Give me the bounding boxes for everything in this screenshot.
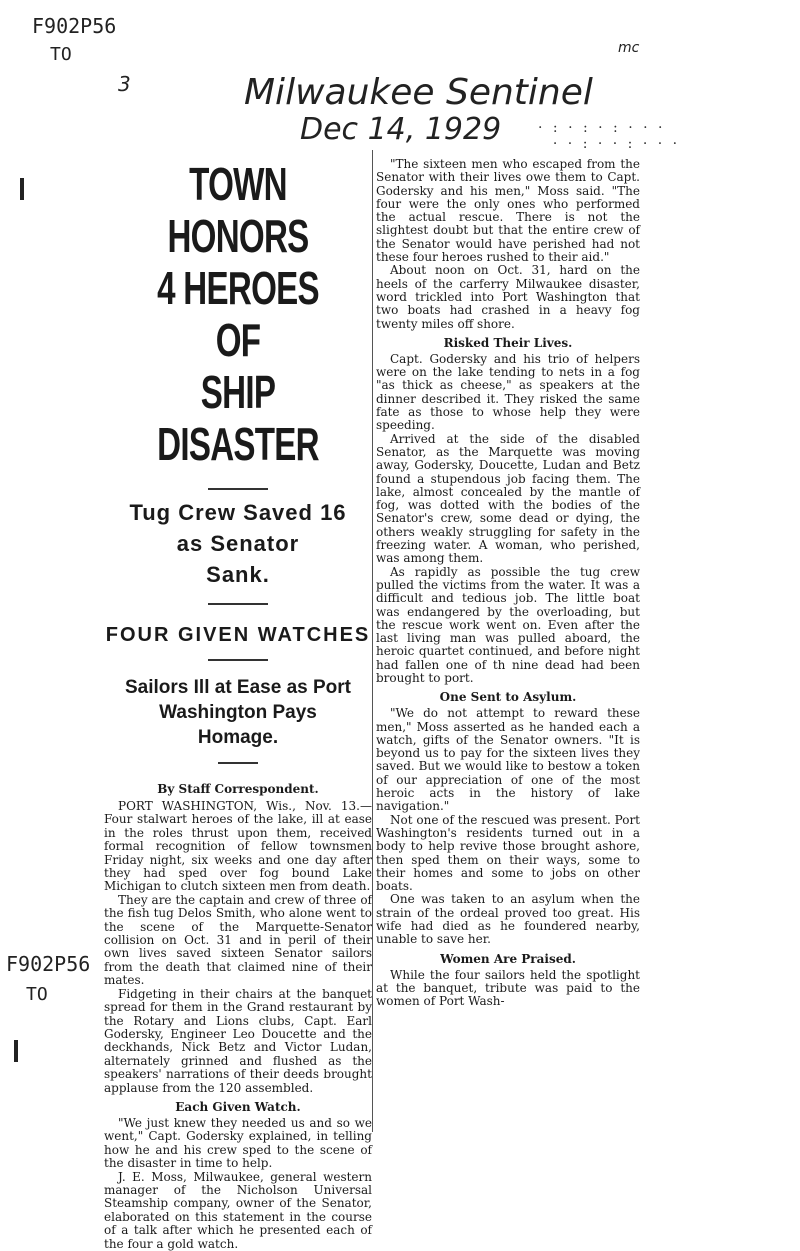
paragraph: "We do not attempt to reward these men," Moss asserted as he handed each a watch, gifts of the Senator owners. "It is beyond us to pay for the sixteen lives they saved. But we would like to bestow a token of our appreciation of one of the most heroic acts in the history of lake navigation." — [376, 706, 640, 814]
margin-code-top: F902P56 — [32, 14, 117, 38]
stamp-dots: · : · : · : · · · · · : · · : · · · — [538, 120, 681, 152]
left-column — [104, 158, 372, 1251]
paragraph: Not one of the rescued was present. Port Washington's residents turned out in a body to help revive those brought ashore, then sped them on their ways, some to their homes and some to jobs on other boats. — [376, 812, 640, 894]
paragraph: As rapidly as possible the tug crew pulled the victims from the water. It was a difficult and tedious job. The little boat was endangered by the overloading, but the rescue work went on. Even after the last living man was pulled aboard, the heroic quartet continued, and before night had fallen one of th nine dead had been brought to port. — [376, 564, 640, 685]
divider — [208, 488, 268, 490]
paragraph: Fidgeting in their chairs at the banquet spread for them in the Grand restaurant by the Rotary and Lions clubs, Capt. Earl Godersky, Engineer Leo Doucette and the deckhands, Nick Betz and Victor Ludan, alternately grinned and flushed as the speakers' narrations of their deeds brought applause from the 120 assembled. — [104, 986, 372, 1095]
subhead-women-are-praised: Women Are Praised. — [440, 951, 576, 966]
margin-to-top: TO — [50, 44, 72, 65]
margin-note-right: mc — [618, 40, 640, 56]
masthead-paper: Milwaukee Sentinel — [244, 72, 593, 113]
subdeck-line-2: Washington Pays — [159, 702, 317, 723]
margin-number: 3 — [118, 72, 131, 96]
margin-code-left: F902P56 — [6, 952, 91, 976]
headline-line-2: 4 HEROES OF — [157, 262, 319, 366]
paragraph: Arrived at the side of the disabled Senator, as the Marquette was moving away, Godersky, Doucette, Ludan and Betz found a stupendous job facing them. The lake, almost concealed by the mantle of fog, was dotted with the bodies of the Senator's crew, some dead or dying, the others weakly struggling for safety in the freezing water. A woman, who perished, was among them. — [376, 431, 640, 566]
masthead-date: Dec 14, 1929 — [300, 112, 502, 147]
divider — [218, 762, 258, 764]
paragraph: "We just knew they needed us and so we went," Capt. Godersky explained, in telling how he and his crew sped to the scene of the disaster in time to help. — [104, 1115, 372, 1171]
deck-line-1: Tug Crew Saved 16 — [129, 500, 347, 525]
margin-tick-bottom — [14, 1040, 18, 1062]
margin-tick-top — [20, 178, 24, 200]
subhead-one-sent-to-asylum: One Sent to Asylum. — [439, 690, 577, 705]
paragraph: About noon on Oct. 31, hard on the heels of the carferry Milwaukee disaster, word trickled into Port Washington that two boats had crashed in a heavy fog twenty miles off shore. — [376, 263, 640, 331]
paragraph: They are the captain and crew of three of the fish tug Delos Smith, who alone went to the scene of the Marquette-Senator collision on Oct. 31 and in peril of their own lives saved sixteen Senator sailors from the death that claimed nine of their mates. — [104, 892, 372, 988]
margin-to-left: TO — [26, 984, 48, 1005]
subdeck-line-1: Sailors Ill at Ease as Port — [125, 677, 351, 698]
paragraph: While the four sailors held the spotlight at the banquet, tribute was paid to the women of Port Wash- — [376, 967, 640, 1009]
headline-line-3: SHIP DISASTER — [157, 366, 319, 470]
deck-line-3: Sank. — [206, 562, 270, 587]
paragraph: PORT WASHINGTON, Wis., Nov. 13.—Four stalwart heroes of the lake, ill at ease in the roles thrust upon them, received formal recognition of fellow townsmen Friday night, six weeks and one day after they had sped over fog bound Lake Michigan to clutch sixteen men from death. — [104, 799, 372, 894]
paragraph: Capt. Godersky and his trio of helpers were on the lake tending to nets in a fog "as thick as cheese," as speakers at the dinner described it. They risked the same fate as those to whose help they were speeding. — [376, 351, 640, 433]
subhead-each-given-watch: Each Given Watch. — [175, 1099, 301, 1114]
right-column — [376, 158, 640, 1009]
paragraph: J. E. Moss, Milwaukee, general western manager of the Nicholson Universal Steamship company, owner of the Senator, elaborated on this statement in the course of a talk after which he presented each of the four a gold watch. — [104, 1169, 372, 1251]
deck-watches: FOUR GIVEN WATCHES — [105, 624, 371, 646]
divider — [208, 603, 268, 605]
paragraph: "The sixteen men who escaped from the Senator with their lives owe them to Capt. Godersky and his men," Moss said. "The four were the only ones who performed the actual rescue. There is not the slightest doubt but that the entire crew of the Senator would have perished had not these four heroes rushed to their aid." — [376, 157, 640, 265]
headline-line-1: TOWN HONORS — [167, 158, 309, 262]
paragraph: One was taken to an asylum when the strain of the ordeal proved too great. His wife had died as he foundered nearby, unable to save her. — [376, 892, 640, 947]
column-rule — [372, 150, 373, 1132]
deck-line-2: as Senator — [176, 531, 300, 556]
subdeck-line-3: Homage. — [197, 727, 279, 748]
byline: By Staff Correspondent. — [157, 782, 319, 796]
divider — [208, 659, 268, 661]
subhead-risked-their-lives: Risked Their Lives. — [443, 335, 573, 350]
